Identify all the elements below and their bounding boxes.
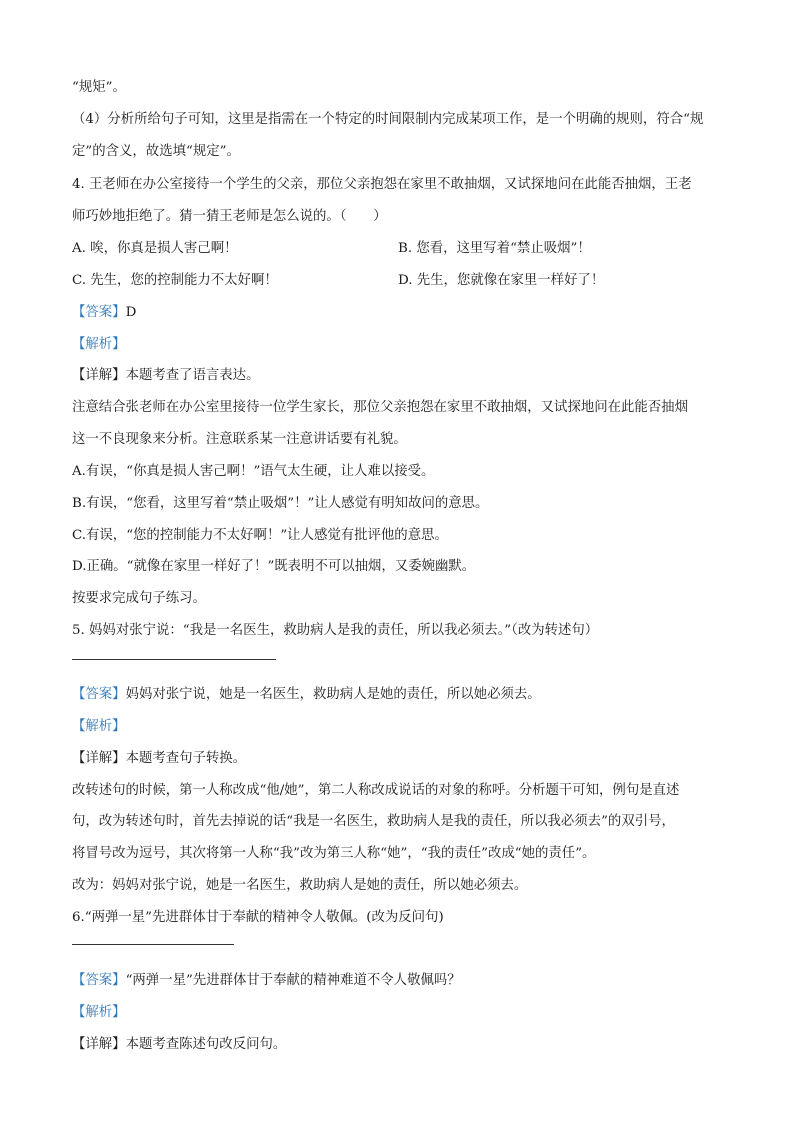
answer-blank-line: [72, 944, 234, 945]
answer-text: 妈妈对张宁说，她是一名医生，救助病人是她的责任，所以她必须去。: [125, 687, 541, 702]
text-line: C.有误，“您的控制能力不太好啊！”让人感觉有批评他的意思。: [72, 528, 448, 543]
detail-line: [72, 749, 246, 769]
detail-tag: 【详解】: [72, 751, 126, 766]
option-b: B. 您看，这里写着“禁止吸烟”！: [398, 241, 591, 256]
text-line: B.有误，“您看，这里写着“禁止吸烟”！”让人感觉有明知故问的意思。: [72, 496, 489, 511]
text-line: 按要求完成句子练习。: [72, 591, 206, 606]
answer-tag: 【答案】: [72, 973, 126, 988]
detail-line: [72, 366, 259, 386]
answer-blank-line: [72, 659, 276, 660]
answer-text: “两弹一星”先进群体甘于奉献的精神难道不令人敬佩吗？: [125, 973, 461, 988]
detail-tag: 【详解】: [72, 368, 126, 383]
text-line: “规矩”。: [72, 80, 126, 95]
text-line: D.正确。“就像在家里一样好了！”既表明不可以抽烟，又委婉幽默。: [72, 559, 476, 574]
detail-tag: 【详解】: [72, 1037, 126, 1052]
answer-tag: 【答案】: [72, 687, 126, 702]
text-line: 定”的含义，故选填“规定”。: [72, 144, 240, 159]
question-6-stem: 6.“两弹一星”先进群体甘于奉献的精神令人敬佩。(改为反问句): [72, 910, 444, 925]
analysis-tag: 【解析】: [72, 337, 126, 352]
text-line: A.有误，“你真是损人害己啊！”语气太生硬，让人难以接受。: [72, 464, 435, 479]
question-4-stem: 4. 王老师在办公室接待一个学生的父亲，那位父亲抱怨在家里不敢抽烟，又试探地问在此能否抽烟，王老: [72, 177, 692, 192]
question-4-stem: 师巧妙地拒绝了。猜一猜王老师是怎么说的。（ ）: [72, 209, 387, 224]
option-d: D. 先生，您就像在家里一样好了！: [398, 273, 605, 288]
question-5-stem: 5. 妈妈对张宁说：“我是一名医生，救助病人是我的责任，所以我必须去。”（改为转述句）: [72, 623, 599, 638]
text-line: 改转述句的时候，第一人称改成“他/她”，第二人称改成说话的对象的称呼。分析题干可知，例句是直述: [72, 783, 680, 798]
option-a: A. 唉，你真是损人害己啊！: [72, 241, 238, 256]
analysis-tag: 【解析】: [72, 719, 126, 734]
detail-text: 本题考查了语言表达。: [125, 368, 260, 383]
text-line: 句，改为转述句时，首先去掉说的话“我是一名医生，救助病人是我的责任，所以我必须去”的双引号，: [72, 814, 675, 829]
option-c: C. 先生，您的控制能力不太好啊！: [72, 273, 278, 288]
detail-text: 本题考查句子转换。: [125, 751, 247, 766]
detail-text: 本题考查陈述句改反问句。: [125, 1037, 287, 1052]
text-line: （4）分析所给句子可知，这里是指需在一个特定的时间限制内完成某项工作，是一个明确的规则，符合“规: [72, 112, 704, 127]
text-line: 这一不良现象来分析。注意联系某一注意讲话要有礼貌。: [72, 432, 407, 447]
analysis-tag: 【解析】: [72, 1005, 126, 1020]
text-line: 改为：妈妈对张宁说，她是一名医生，救助病人是她的责任，所以她必须去。: [72, 878, 528, 893]
answer-tag: 【答案】: [72, 305, 126, 320]
answer-line: [72, 971, 461, 991]
text-line: 注意结合张老师在办公室里接待一位学生家长，那位父亲抱怨在家里不敢抽烟，又试探地问在此能否抽烟: [72, 400, 688, 415]
text-line: 将冒号改为逗号，其次将第一人称“我”改为第三人称“她”，“我的责任”改成“她的责任”。: [72, 846, 596, 861]
answer-line: [72, 685, 541, 705]
answer-text: D: [125, 305, 137, 320]
detail-line: [72, 1035, 286, 1055]
answer-line: [72, 303, 136, 323]
